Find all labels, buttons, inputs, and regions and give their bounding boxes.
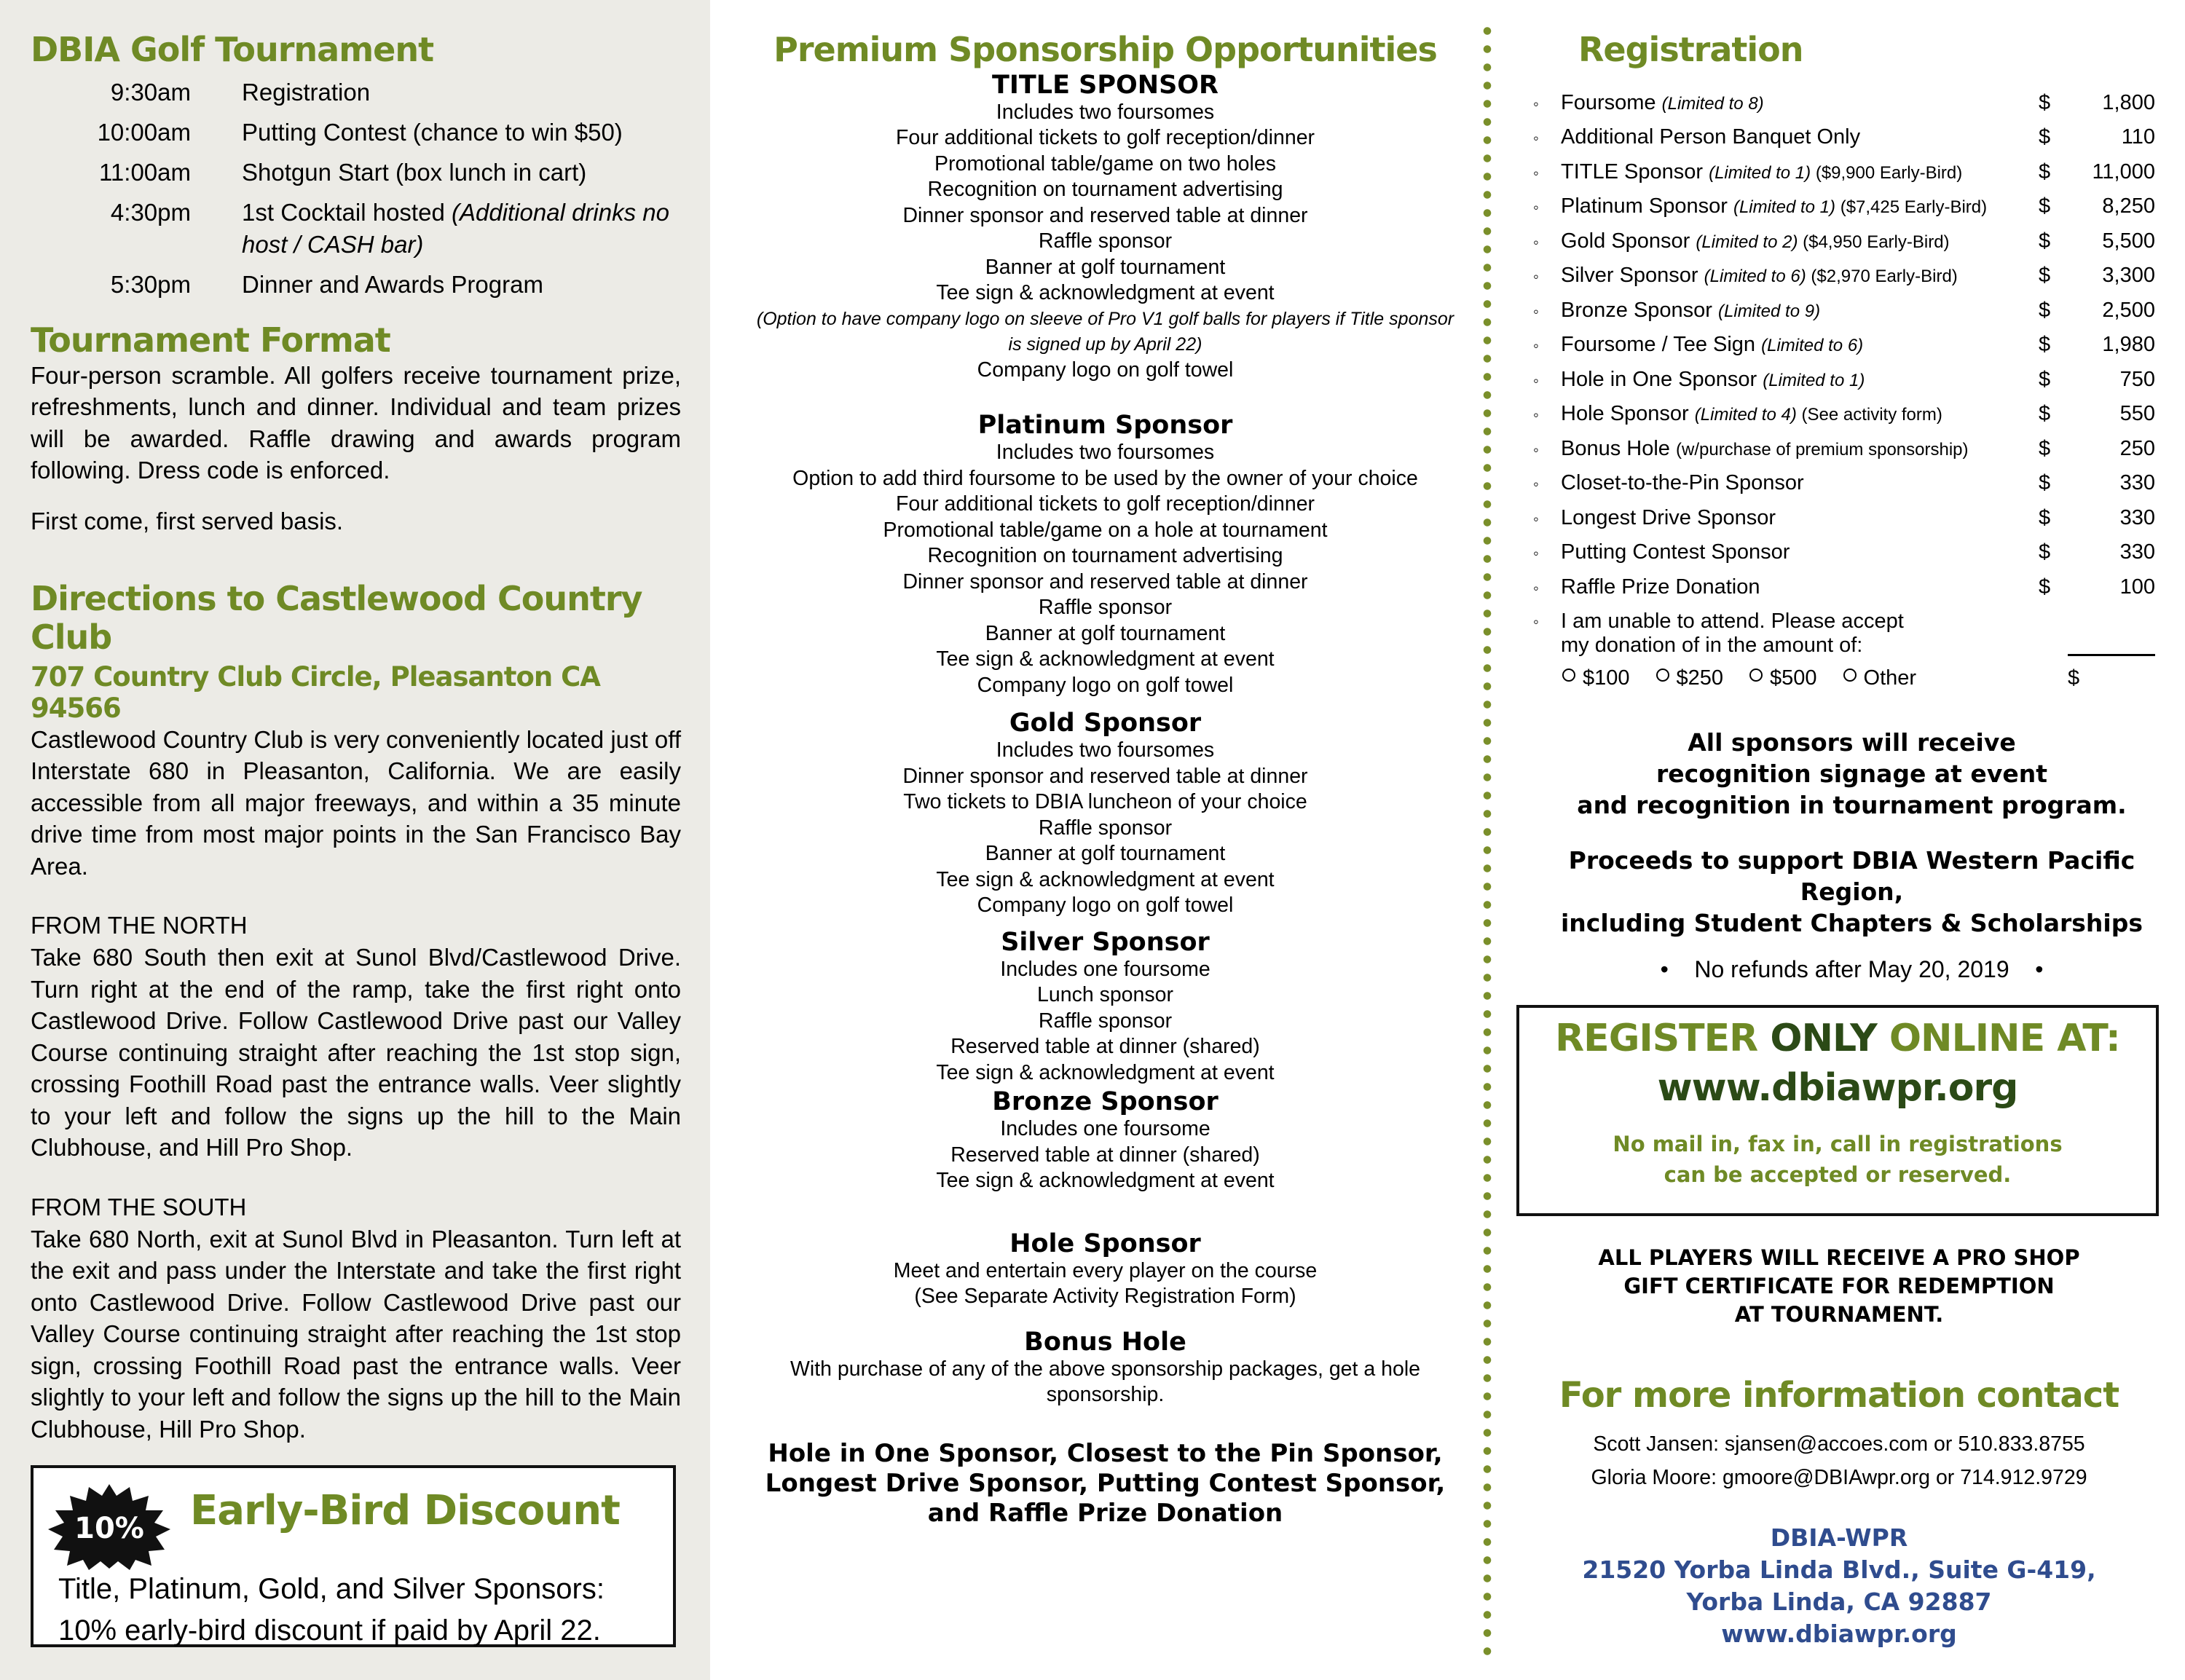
sponsor-benefit: Four additional tickets to golf reception/dinner <box>895 492 1315 516</box>
sponsor-benefit: Includes two foursomes <box>996 441 1215 465</box>
contact-line: Scott Jansen: sjansen@accoes.com or 510.833.8755 <box>1593 1432 2085 1456</box>
title-sponsor-last-item: Company logo on golf towel <box>977 358 1234 382</box>
currency-symbol: $ <box>2039 90 2051 114</box>
donation-options-row <box>1533 666 2170 690</box>
donation-option[interactable] <box>1656 666 1724 690</box>
no-mail-line: can be accepted or reserved. <box>1664 1162 2012 1187</box>
registration-limit: (Limited to 9) <box>1718 301 1821 321</box>
registration-row[interactable] <box>1533 540 2170 575</box>
donation-option-label: Other <box>1863 666 1917 690</box>
register-heading <box>1519 1017 2156 1060</box>
registration-amount: 750 <box>2119 367 2155 391</box>
registration-label <box>1561 125 2039 149</box>
registration-label <box>1561 471 2039 495</box>
registration-amount: 250 <box>2119 436 2155 460</box>
sponsor-benefit: Dinner sponsor and reserved table at dinner <box>902 203 1308 227</box>
donation-option[interactable] <box>1562 666 1630 690</box>
registration-label <box>1561 160 2039 184</box>
schedule-row <box>31 76 681 109</box>
schedule-row <box>31 157 681 189</box>
bullet-icon: ◦ <box>1533 475 1539 494</box>
donation-line <box>1533 634 2170 658</box>
registration-item-name: Putting Contest Sponsor <box>1561 540 1790 564</box>
spacer <box>1533 634 1561 658</box>
donation-option[interactable] <box>1843 666 1917 690</box>
donation-option[interactable] <box>1749 666 1817 690</box>
no-refunds-text: No refunds after May 20, 2019 <box>1694 956 2009 983</box>
bullet-dot-icon: • <box>2035 956 2044 983</box>
contact-list <box>1533 1427 2145 1494</box>
sponsor-benefit: (See Separate Activity Registration Form) <box>914 1285 1296 1309</box>
registration-title: Registration <box>1578 30 1803 69</box>
registration-label <box>1561 402 2039 426</box>
schedule-time: 11:00am <box>99 158 191 186</box>
registration-label <box>1561 299 2039 323</box>
registration-limit: (Limited to 2) <box>1696 232 1798 252</box>
registration-extra: ($9,900 Early-Bird) <box>1811 162 1963 183</box>
early-bird-text <box>58 1569 605 1652</box>
spacer <box>2039 634 2068 658</box>
bullet-icon: ◦ <box>1533 163 1539 182</box>
format-text: Four-person scramble. All golfers receive tournament prize, refreshments, lunch and dinner. Individual and team prizes will be awarded. Raffle drawing and awards program following. Dress code is enforced. <box>31 361 681 484</box>
gold-heading: Gold Sponsor <box>1009 709 1202 738</box>
registration-label <box>1561 368 2039 392</box>
directions-text: Castlewood Country Club is very conveniently located just off Interstate 680 in Pleasanton, California. We are easily accessible from all major freeways, and within a 35 minute drive time from most major points in the San Francisco Bay Area. <box>31 725 681 880</box>
radio-icon <box>1562 669 1575 682</box>
lower-right <box>1533 1244 2145 1650</box>
sponsor-benefit: Includes two foursomes <box>996 738 1215 762</box>
bullet-icon: ◦ <box>1533 267 1539 286</box>
sponsor-benefit: Tee sign & acknowledgment at event <box>936 647 1275 671</box>
registration-label <box>1561 506 2039 530</box>
sponsor-benefit: Company logo on golf towel <box>977 894 1234 918</box>
currency-symbol: $ <box>2039 436 2051 460</box>
sponsors-receive <box>1533 727 2170 821</box>
registration-limit: (Limited to 1) <box>1733 197 1836 218</box>
org-city: Yorba Linda, CA 92887 <box>1686 1588 1992 1617</box>
sponsor-benefit: Promotional table/game on two holes <box>934 151 1276 176</box>
registration-label <box>1561 264 2039 288</box>
currency-symbol: $ <box>2039 471 2051 495</box>
schedule-row <box>31 117 681 149</box>
sponsor-benefit: Banner at golf tournament <box>985 842 1226 866</box>
starburst-badge-icon <box>47 1483 172 1570</box>
registration-limit: (Limited to 6) <box>1761 336 1864 356</box>
register-online-box <box>1516 1005 2159 1216</box>
currency-symbol: $ <box>2039 575 2051 599</box>
currency-symbol: $ <box>2039 402 2051 426</box>
title-sponsor-note: (Option to have company logo on sleeve of Pro V1 golf balls for players if Title sponsor is signed up by April 22) <box>756 308 1454 355</box>
registration-label <box>1561 194 2039 218</box>
registration-row[interactable] <box>1533 91 2170 126</box>
bronze-items <box>721 1116 1489 1194</box>
registration-item-name: TITLE Sponsor <box>1561 159 1709 184</box>
currency-symbol: $ <box>2039 540 2051 564</box>
silver-section <box>721 928 1489 1087</box>
no-mail-note <box>1519 1129 2156 1190</box>
registration-item-name: Foursome / Tee Sign <box>1561 333 1762 357</box>
left-column <box>0 0 710 1680</box>
registration-item-name: Longest Drive Sponsor <box>1561 505 1776 529</box>
pro-shop-line: GIFT CERTIFICATE FOR REDEMPTION <box>1623 1274 2055 1298</box>
sponsor-benefit: Tee sign & acknowledgment at event <box>936 1169 1275 1193</box>
schedule-text-main: 1st Cocktail hosted <box>242 198 452 226</box>
sponsor-benefit: Includes one foursome <box>1000 1117 1210 1141</box>
bullet-icon: ◦ <box>1533 509 1539 528</box>
currency-symbol: $ <box>2039 333 2051 357</box>
bullet-icon: ◦ <box>1533 129 1539 148</box>
registration-item-name: Additional Person Banquet Only <box>1561 125 1861 149</box>
bottom-line: Hole in One Sponsor, Closest to the Pin Sponsor, <box>768 1438 1443 1468</box>
bullet-icon: ◦ <box>1533 578 1539 597</box>
schedule-time: 9:30am <box>110 78 191 106</box>
currency-symbol: $ <box>2039 229 2051 253</box>
org-website-link[interactable]: www.dbiawpr.org <box>1721 1620 1957 1649</box>
sponsor-benefit: Raffle sponsor <box>1038 1009 1173 1033</box>
registration-extra: ($4,950 Early-Bird) <box>1798 232 1950 252</box>
registration-amount: 8,250 <box>2102 194 2155 218</box>
registration-item-name: Hole in One Sponsor <box>1561 367 1763 391</box>
sponsor-benefit: Meet and entertain every player on the course <box>893 1258 1318 1282</box>
bonus-section <box>721 1328 1489 1408</box>
donation-block <box>1533 610 2170 690</box>
title-sponsor-heading: TITLE SPONSOR <box>992 70 1219 100</box>
schedule-time: 5:30pm <box>110 270 191 298</box>
registration-amount: 550 <box>2119 402 2155 426</box>
currency-symbol: $ <box>2039 505 2051 529</box>
sponsor-benefit: Raffle sponsor <box>1038 596 1173 620</box>
pro-shop-note <box>1533 1244 2145 1329</box>
schedule-time: 4:30pm <box>110 198 191 226</box>
pro-shop-line: AT TOURNAMENT. <box>1734 1302 1944 1327</box>
south-heading: FROM THE SOUTH <box>31 1193 247 1220</box>
radio-icon <box>1843 669 1857 682</box>
registration-row[interactable] <box>1533 229 2170 264</box>
registration-row[interactable] <box>1533 575 2170 610</box>
schedule-row <box>31 269 681 301</box>
bottom-sponsors <box>721 1439 1489 1529</box>
bottom-line: Longest Drive Sponsor, Putting Contest Sponsor, <box>765 1468 1446 1498</box>
registration-item-name: Closet-to-the-Pin Sponsor <box>1561 471 1804 495</box>
registration-row[interactable] <box>1533 125 2170 160</box>
early-badge-text: 10% <box>74 1512 144 1545</box>
registration-row[interactable] <box>1533 471 2170 506</box>
platinum-heading: Platinum Sponsor <box>977 411 1233 441</box>
hole-section <box>721 1229 1489 1310</box>
registration-item-name: Bronze Sponsor <box>1561 298 1719 322</box>
platinum-items <box>721 440 1489 698</box>
sponsor-benefit: Four additional tickets to golf reception/dinner <box>895 126 1315 150</box>
sponsors-receive-line: All sponsors will receive <box>1688 728 2016 757</box>
registration-extra: ($7,425 Early-Bird) <box>1835 197 1988 218</box>
sponsor-benefit: Tee sign & acknowledgment at event <box>936 281 1275 305</box>
contact-line: Gloria Moore: gmoore@DBIAwpr.org or 714.912.9729 <box>1591 1466 2087 1490</box>
registration-row[interactable] <box>1533 299 2170 334</box>
org-name: DBIA-WPR <box>1770 1523 1908 1553</box>
registration-row[interactable] <box>1533 368 2170 403</box>
donation-option-label: $100 <box>1583 666 1630 690</box>
schedule-row <box>31 197 681 261</box>
registration-amount: 11,000 <box>2092 159 2155 184</box>
schedule-text <box>191 197 681 261</box>
currency-symbol: $ <box>2039 194 2051 218</box>
currency-symbol: $ <box>2039 159 2051 184</box>
registration-row[interactable] <box>1533 506 2170 541</box>
proceeds <box>1533 845 2170 939</box>
sponsor-benefit: Company logo on golf towel <box>977 673 1234 697</box>
registration-row[interactable] <box>1533 402 2170 437</box>
bonus-text: With purchase of any of the above sponsorship packages, get a hole sponsorship. <box>790 1357 1421 1407</box>
bullet-icon: ◦ <box>1533 232 1539 251</box>
bullet-icon: ◦ <box>1533 612 1539 631</box>
registration-amount: 1,980 <box>2102 333 2155 357</box>
directions-title: Directions to Castlewood Country Club <box>31 578 642 657</box>
registration-amount: 5,500 <box>2102 229 2155 253</box>
sponsor-benefit: Raffle sponsor <box>1038 816 1173 840</box>
registration-label <box>1561 540 2039 564</box>
sponsors-receive-line: and recognition in tournament program. <box>1577 791 2127 820</box>
south-directions: Take 680 North, exit at Sunol Blvd in Pleasanton. Turn left at the exit and pass under the Interstate and take the first right onto Castlewood Drive. Follow Castlewood Drive past our Valley Course continuing straight after reaching the 1st stop sign, crossing Foothill Road past the entrance walls. Veer slightly to your left and follow the signs up the hill to the Main Clubhouse, Hill Pro Shop. <box>31 1225 681 1443</box>
registration-amount: 1,800 <box>2102 90 2155 114</box>
platinum-section <box>721 411 1489 698</box>
sponsor-benefit: Dinner sponsor and reserved table at dinner <box>902 764 1308 788</box>
title-sponsor-section <box>721 71 1489 384</box>
registration-item-name: Bonus Hole <box>1561 436 1676 460</box>
donation-line-2: my donation of in the amount of: <box>1561 634 1863 658</box>
registration-row[interactable] <box>1533 160 2170 195</box>
bullet-icon: ◦ <box>1533 544 1539 563</box>
bullet-icon: ◦ <box>1533 336 1539 355</box>
registration-item-name: Raffle Prize Donation <box>1561 575 1760 599</box>
registration-amount: 3,300 <box>2102 264 2155 288</box>
sponsor-benefit: Dinner sponsor and reserved table at dinner <box>902 569 1308 593</box>
proceeds-line: Proceeds to support DBIA Western Pacific Region, <box>1568 846 2135 907</box>
sponsor-benefit: Includes two foursomes <box>996 100 1215 124</box>
silver-items <box>721 957 1489 1087</box>
sponsor-benefit: Recognition on tournament advertising <box>927 178 1283 202</box>
donation-option-label: $500 <box>1770 666 1817 690</box>
registration-label <box>1561 437 2039 461</box>
bullet-dot-icon: • <box>1660 956 1669 983</box>
registration-row[interactable] <box>1533 437 2170 472</box>
registration-amount: 110 <box>2121 125 2155 149</box>
registration-row[interactable] <box>1533 333 2170 368</box>
bottom-line: and Raffle Prize Donation <box>927 1498 1283 1528</box>
sponsors-receive-line: recognition signage at event <box>1656 760 2047 789</box>
sponsor-benefit: Two tickets to DBIA luncheon of your choice <box>903 790 1307 814</box>
sponsor-benefit: Tee sign & acknowledgment at event <box>936 1060 1275 1084</box>
sponsor-benefit: Promotional table/game on a hole at tournament <box>883 518 1328 542</box>
sponsor-benefit: Includes one foursome <box>1000 957 1210 981</box>
schedule-text: Shotgun Start (box lunch in cart) <box>242 158 587 186</box>
early-bird-title: Early-Bird Discount <box>190 1487 620 1534</box>
registration-extra: (See activity form) <box>1796 405 1942 425</box>
currency-symbol: $ <box>2039 298 2051 322</box>
club-address: 707 Country Club Circle, Pleasanton CA 94566 <box>31 660 600 724</box>
schedule-note: (Additional drinks no host / CASH bar) <box>242 198 669 258</box>
north-directions: Take 680 South then exit at Sunol Blvd/Castlewood Drive. Turn right at the end of the ramp, take the first right onto Castlewood Drive. Follow Castlewood Drive past our Valley Course continuing straight after reaching the 1st stop sign, crossing Foothill Road past the entrance walls. Veer slightly to your left and follow the signs up the hill to the Main Clubhouse, and Hill Pro Shop. <box>31 944 681 1162</box>
registration-limit: (Limited to 8) <box>1661 93 1764 114</box>
gold-items <box>721 738 1489 919</box>
sponsor-benefit: Banner at golf tournament <box>985 255 1226 279</box>
donation-options <box>1562 666 2068 690</box>
registration-extra: ($2,970 Early-Bird) <box>1806 267 1958 287</box>
schedule <box>31 76 681 301</box>
donation-line <box>1533 610 2170 634</box>
silver-heading: Silver Sponsor <box>1001 927 1210 957</box>
early-bird-box <box>31 1465 676 1647</box>
registration-label <box>1561 575 2039 599</box>
donation-line-1: I am unable to attend. Please accept <box>1561 610 1904 634</box>
first-come-text: First come, first served basis. <box>31 507 344 535</box>
registration-item-name: Platinum Sponsor <box>1561 194 1733 218</box>
early-bird-line: 10% early-bird discount if paid by April 22. <box>58 1614 601 1647</box>
radio-icon <box>1749 669 1763 682</box>
proceeds-line: including Student Chapters & Scholarships <box>1561 909 2143 938</box>
registration-item-name: Hole Sponsor <box>1561 402 1695 426</box>
no-mail-line: No mail in, fax in, call in registrations <box>1613 1132 2063 1156</box>
no-refunds <box>1533 956 2170 983</box>
title-sponsor-items <box>721 100 1489 307</box>
registration-amount: 330 <box>2119 505 2155 529</box>
sponsor-benefit: Reserved table at dinner (shared) <box>950 1143 1260 1167</box>
registration-amount: 330 <box>2119 471 2155 495</box>
bullet-icon: ◦ <box>1533 440 1539 459</box>
radio-icon <box>1656 669 1669 682</box>
tournament-title: DBIA Golf Tournament <box>31 30 434 69</box>
center-column <box>721 0 1489 1680</box>
bullet-icon: ◦ <box>1533 301 1539 320</box>
bullet-icon: ◦ <box>1533 94 1539 113</box>
bullet-icon: ◦ <box>1533 406 1539 425</box>
schedule-text: Registration <box>242 78 371 106</box>
register-text: REGISTER <box>1555 1017 1771 1060</box>
registration-limit: (Limited to 1) <box>1763 370 1865 390</box>
org-street: 21520 Yorba Linda Blvd., Suite G-419, <box>1582 1555 2096 1585</box>
registration-limit: (Limited to 4) <box>1694 405 1797 425</box>
register-only-text: ONLY <box>1770 1017 1877 1060</box>
bullet-icon: ◦ <box>1533 371 1539 390</box>
registration-limit: (Limited to 6) <box>1704 267 1806 287</box>
org-address <box>1533 1522 2145 1650</box>
sponsor-benefit: Lunch sponsor <box>1037 983 1173 1007</box>
sponsorship-title: Premium Sponsorship Opportunities <box>773 30 1437 69</box>
register-website-link[interactable]: www.dbiawpr.org <box>1657 1066 2018 1110</box>
registration-amount: 2,500 <box>2102 298 2155 322</box>
bullet-icon: ◦ <box>1533 198 1539 217</box>
registration-item-name: Foursome <box>1561 90 1662 114</box>
early-bird-line: Title, Platinum, Gold, and Silver Sponsors: <box>58 1573 605 1605</box>
sponsor-benefit: Tee sign & acknowledgment at event <box>936 867 1275 891</box>
currency-symbol: $ <box>2068 666 2080 690</box>
contact-title: For more information contact <box>1559 1375 2119 1416</box>
north-heading: FROM THE NORTH <box>31 912 248 939</box>
registration-item-name: Gold Sponsor <box>1561 229 1696 253</box>
registration-amount: 330 <box>2119 540 2155 564</box>
registration-extra: (w/purchase of premium sponsorship) <box>1676 439 1969 460</box>
hole-items <box>721 1258 1489 1310</box>
schedule-text: Putting Contest (chance to win $50) <box>242 118 623 146</box>
bronze-section <box>721 1087 1489 1194</box>
sponsor-benefit: Reserved table at dinner (shared) <box>950 1035 1260 1059</box>
sponsor-benefit: Recognition on tournament advertising <box>927 544 1283 568</box>
currency-symbol: $ <box>2039 367 2051 391</box>
registration-item-name: Silver Sponsor <box>1561 264 1704 288</box>
register-text: ONLINE AT: <box>1876 1017 2120 1060</box>
donation-amount-line[interactable] <box>2068 634 2155 656</box>
registration-label <box>1561 333 2039 357</box>
bronze-heading: Bronze Sponsor <box>992 1087 1219 1117</box>
registration-label <box>1561 91 2039 115</box>
sponsor-benefit: Option to add third foursome to be used by the owner of your choice <box>792 466 1418 490</box>
registration-row[interactable] <box>1533 264 2170 299</box>
schedule-text: Dinner and Awards Program <box>242 270 543 298</box>
currency-symbol: $ <box>2039 125 2051 149</box>
currency-symbol: $ <box>2039 264 2051 288</box>
bonus-heading: Bonus Hole <box>1024 1327 1186 1357</box>
registration-limit: (Limited to 1) <box>1709 162 1811 183</box>
dotted-divider <box>1483 22 1492 1660</box>
hole-heading: Hole Sponsor <box>1009 1229 1201 1258</box>
sponsor-benefit: Raffle sponsor <box>1038 229 1173 253</box>
registration-label <box>1561 229 2039 253</box>
gold-section <box>721 709 1489 919</box>
registration-row[interactable] <box>1533 194 2170 229</box>
registration-list <box>1533 91 2170 610</box>
pro-shop-line: ALL PLAYERS WILL RECEIVE A PRO SHOP <box>1598 1245 2080 1270</box>
format-title: Tournament Format <box>31 320 390 360</box>
schedule-time: 10:00am <box>97 118 191 146</box>
sponsor-benefit: Banner at golf tournament <box>985 621 1226 645</box>
registration-amount: 100 <box>2119 575 2155 599</box>
donation-option-label: $250 <box>1676 666 1724 690</box>
